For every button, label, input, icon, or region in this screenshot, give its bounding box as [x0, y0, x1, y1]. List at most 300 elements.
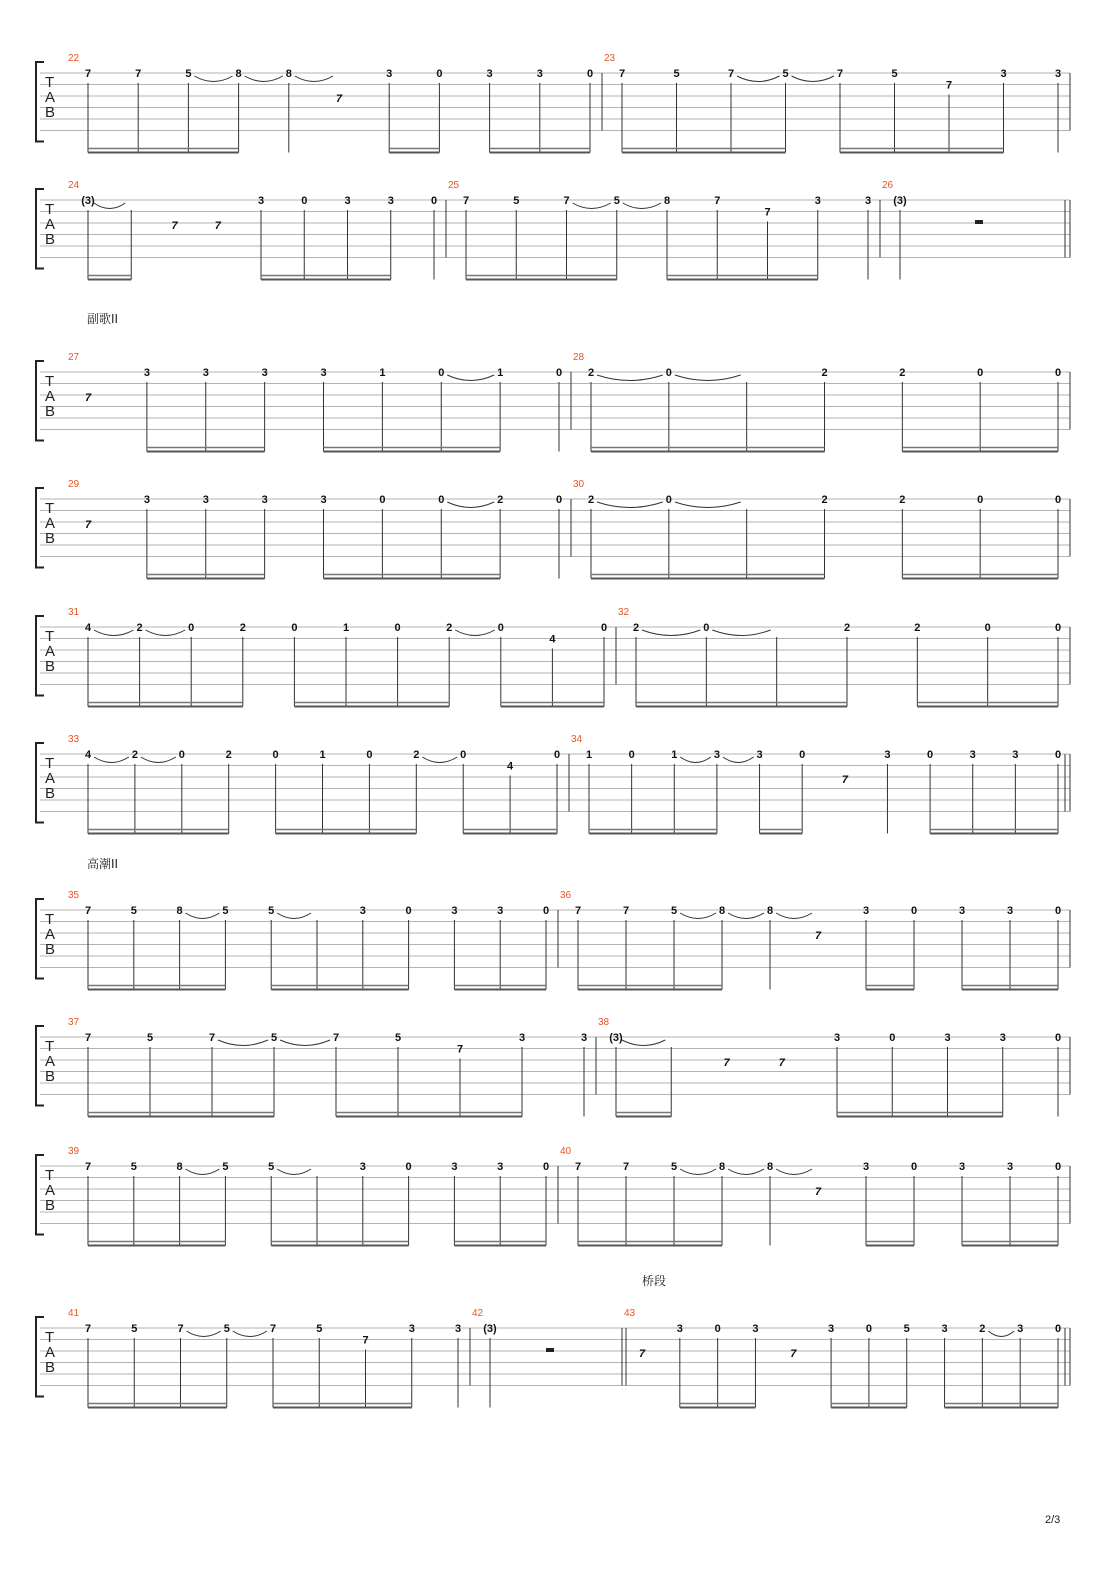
- fret-number: 3: [386, 68, 393, 80]
- tie-arc: [186, 1169, 220, 1175]
- measure-number: 39: [68, 1146, 80, 1157]
- fret-number: 1: [379, 367, 386, 379]
- measure: [68, 1308, 461, 1408]
- fret-number: 2: [131, 749, 138, 761]
- fret-number: 3: [676, 1323, 683, 1335]
- page-number: 2/3: [1045, 1514, 1061, 1526]
- measure-number: 22: [68, 53, 80, 64]
- fret-number: 3: [713, 749, 720, 761]
- fret-number: 0: [405, 1161, 412, 1173]
- fret-number: 0: [366, 749, 373, 761]
- tab-system: [36, 734, 1070, 834]
- fret-number: 3: [958, 1161, 966, 1173]
- fret-number: 7: [945, 79, 953, 92]
- sixteenth-rest: 7: [214, 220, 221, 232]
- system-bracket: [36, 189, 44, 269]
- fret-number: 0: [436, 68, 443, 80]
- fret-number: 3: [944, 1032, 951, 1044]
- half-rest: [975, 220, 983, 224]
- fret-number: 5: [782, 68, 789, 80]
- tie-arc: [277, 1169, 311, 1175]
- fret-number: 5: [903, 1323, 910, 1335]
- fret-number: 2: [899, 494, 906, 506]
- fret-number: 2: [821, 494, 828, 506]
- measure-number: 32: [618, 607, 630, 618]
- fret-number: 3: [969, 749, 976, 761]
- tie-arc: [146, 630, 186, 636]
- fret-number: 3: [1006, 905, 1014, 917]
- tie-arc: [597, 375, 663, 381]
- fret-number: 3: [814, 195, 821, 207]
- fret-number: 7: [332, 1032, 340, 1044]
- fret-number: 8: [176, 905, 183, 917]
- tie-arc: [642, 630, 700, 636]
- fret-number: 7: [84, 1032, 92, 1044]
- system-bracket: [36, 743, 44, 823]
- fret-number: 4: [84, 622, 92, 634]
- tab-clef-letter: B: [45, 231, 56, 248]
- fret-number: 7: [269, 1323, 277, 1335]
- fret-number: 0: [438, 367, 445, 379]
- fret-number: 2: [899, 367, 906, 379]
- tab-system: [36, 1017, 1070, 1117]
- tie-arc: [776, 913, 812, 919]
- section-label-bridge: 桥段: [642, 1274, 667, 1288]
- fret-number: 3: [1000, 68, 1007, 80]
- tab-clef-letter: T: [45, 500, 55, 517]
- fret-number: 2: [446, 622, 453, 634]
- fret-number: 0: [1054, 367, 1062, 379]
- fret-number: 5: [613, 195, 620, 207]
- fret-number: 2: [413, 749, 420, 761]
- tie-arc: [455, 630, 495, 636]
- eighth-rest: 7: [723, 1057, 730, 1069]
- tie-arc: [728, 913, 764, 919]
- measure-number: 40: [560, 1146, 572, 1157]
- measure-number: 37: [68, 1017, 80, 1028]
- tab-system: [36, 352, 1070, 452]
- measure-number: 34: [571, 734, 583, 745]
- tab-clef-letter: B: [45, 785, 56, 802]
- fret-number: 5: [268, 1161, 275, 1173]
- measure: [560, 1146, 1061, 1246]
- fret-number: 8: [285, 68, 292, 80]
- tie-arc: [623, 203, 661, 209]
- fret-number: (3): [483, 1323, 497, 1335]
- fret-number: 0: [1054, 749, 1062, 761]
- fret-number: 0: [703, 622, 710, 634]
- fret-number: 2: [239, 622, 246, 634]
- tab-clef-letter: B: [45, 941, 56, 958]
- measure: [571, 734, 1061, 834]
- measure: [560, 890, 1061, 990]
- fret-number: 0: [379, 494, 386, 506]
- measure-number: 23: [604, 53, 616, 64]
- tie-arc: [988, 1331, 1014, 1337]
- tab-system: [36, 607, 1070, 707]
- fret-number: 7: [84, 1161, 92, 1173]
- tie-arc: [218, 1040, 268, 1046]
- tie-arc: [94, 757, 129, 763]
- fret-number: (3): [893, 195, 907, 207]
- fret-number: 2: [632, 622, 640, 634]
- fret-number: 8: [235, 68, 242, 80]
- system-bracket: [36, 62, 44, 142]
- fret-number: 0: [555, 494, 563, 506]
- measure-number: 30: [573, 479, 585, 490]
- fret-number: 3: [1006, 1161, 1014, 1173]
- tie-arc: [187, 1331, 221, 1337]
- measure-number: 26: [882, 180, 894, 191]
- tie-arc: [447, 502, 494, 508]
- fret-number: 3: [359, 905, 366, 917]
- fret-number: 2: [821, 367, 828, 379]
- measure-number: 31: [68, 607, 80, 618]
- fret-number: 8: [766, 905, 774, 917]
- system-bracket: [36, 1317, 44, 1397]
- sixteenth-rest: 7: [815, 930, 822, 942]
- fret-number: 7: [714, 195, 721, 207]
- tab-clef-letter: A: [45, 770, 56, 787]
- fret-number: 3: [202, 494, 209, 506]
- fret-number: 0: [1054, 622, 1062, 634]
- eighth-rest: 7: [85, 519, 92, 531]
- fret-number: 0: [405, 905, 412, 917]
- sixteenth-rest: 7: [336, 93, 343, 105]
- tie-arc: [723, 757, 754, 763]
- eighth-rest: 7: [171, 220, 178, 232]
- fret-number: 2: [587, 494, 595, 506]
- tie-arc: [141, 757, 176, 763]
- fret-number: 7: [622, 905, 630, 917]
- fret-number: 4: [549, 633, 556, 646]
- fret-number: 3: [828, 1323, 835, 1335]
- fret-number: 4: [84, 749, 92, 761]
- fret-number: 7: [836, 68, 844, 80]
- fret-number: 7: [727, 68, 735, 80]
- tie-arc: [728, 1169, 764, 1175]
- fret-number: 5: [131, 1323, 138, 1335]
- tab-clef-letter: B: [45, 1197, 56, 1214]
- tab-clef-letter: A: [45, 1053, 56, 1070]
- fret-number: 5: [891, 68, 898, 80]
- fret-number: 7: [177, 1323, 184, 1335]
- fret-number: 3: [1012, 749, 1019, 761]
- fret-number: 8: [718, 905, 726, 917]
- tab-clef-letter: B: [45, 403, 56, 420]
- fret-number: 0: [628, 749, 635, 761]
- fret-number: 3: [862, 1161, 870, 1173]
- fret-number: 3: [864, 195, 872, 207]
- fret-number: 3: [202, 367, 209, 379]
- fret-number: 3: [752, 1323, 759, 1335]
- fret-number: 3: [1054, 68, 1062, 80]
- fret-number: 3: [359, 1161, 366, 1173]
- measure: [68, 890, 549, 990]
- fret-number: 5: [316, 1323, 323, 1335]
- fret-number: 0: [542, 1161, 550, 1173]
- fret-number: 2: [914, 622, 921, 634]
- fret-number: 7: [574, 905, 582, 917]
- tab-clef-letter: A: [45, 515, 56, 532]
- fret-number: 0: [272, 749, 279, 761]
- tie-arc: [680, 757, 711, 763]
- tie-arc: [675, 502, 741, 508]
- tab-clef-letter: B: [45, 1068, 56, 1085]
- fret-number: 0: [542, 905, 550, 917]
- measure-number: 29: [68, 479, 80, 490]
- fret-number: 3: [408, 1323, 415, 1335]
- tab-clef-letter: B: [45, 658, 56, 675]
- fret-number: 3: [257, 195, 265, 207]
- fret-number: 0: [910, 1161, 918, 1173]
- tab-clef-letter: B: [45, 1359, 56, 1376]
- sixteenth-rest: 7: [815, 1186, 822, 1198]
- tab-clef-letter: T: [45, 201, 55, 218]
- tab-clef-letter: T: [45, 628, 55, 645]
- fret-number: 2: [136, 622, 143, 634]
- fret-number: 5: [130, 905, 137, 917]
- fret-number: 2: [843, 622, 851, 634]
- fret-number: 5: [670, 905, 678, 917]
- tab-clef-letter: A: [45, 643, 56, 660]
- system-bracket: [36, 1026, 44, 1106]
- fret-number: (3): [81, 195, 95, 207]
- measure: [618, 607, 1061, 707]
- tab-system: [36, 890, 1070, 990]
- fret-number: 3: [958, 905, 966, 917]
- fret-number: 0: [1054, 1032, 1062, 1044]
- tab-clef-letter: A: [45, 89, 56, 106]
- fret-number: 7: [84, 905, 92, 917]
- measure: [68, 479, 562, 579]
- tie-arc: [233, 1331, 267, 1337]
- tie-arc: [675, 375, 741, 381]
- tie-arc: [447, 375, 494, 381]
- fret-number: 0: [553, 749, 561, 761]
- fret-number: 1: [671, 749, 678, 761]
- fret-number: 7: [622, 1161, 630, 1173]
- fret-number: 0: [1054, 1323, 1062, 1335]
- measure: [598, 1017, 1061, 1117]
- tie-arc: [573, 203, 611, 209]
- tie-arc: [792, 76, 835, 82]
- fret-number: 3: [143, 494, 150, 506]
- measure: [573, 479, 1061, 579]
- tab-clef-letter: T: [45, 373, 55, 390]
- fret-number: 0: [977, 494, 984, 506]
- tab-clef-letter: B: [45, 530, 56, 547]
- tab-clef-letter: T: [45, 74, 55, 91]
- fret-number: 2: [225, 749, 232, 761]
- fret-number: 3: [518, 1032, 526, 1044]
- fret-number: 8: [176, 1161, 183, 1173]
- tie-arc: [245, 76, 283, 82]
- fret-number: 0: [301, 195, 308, 207]
- fret-number: 5: [394, 1032, 402, 1044]
- half-rest: [546, 1348, 554, 1352]
- fret-number: 0: [394, 622, 401, 634]
- measure-number: 42: [472, 1308, 484, 1319]
- fret-number: 3: [320, 367, 327, 379]
- sixteenth-rest: 7: [778, 1057, 785, 1069]
- fret-number: 7: [618, 68, 626, 80]
- fret-number: 0: [1054, 905, 1062, 917]
- measure: [882, 180, 983, 280]
- fret-number: 0: [927, 749, 934, 761]
- tab-clef-letter: T: [45, 1038, 55, 1055]
- tie-arc: [712, 630, 770, 636]
- fret-number: 3: [999, 1032, 1006, 1044]
- tab-clef-letter: B: [45, 104, 56, 121]
- measure: [68, 180, 437, 280]
- section-label-climax-2: 高潮II: [87, 857, 119, 871]
- measure-number: 25: [448, 180, 460, 191]
- measure: [448, 180, 871, 280]
- fret-number: 1: [319, 749, 326, 761]
- fret-number: 3: [1017, 1323, 1024, 1335]
- tie-arc: [622, 1040, 665, 1046]
- fret-number: 3: [580, 1032, 588, 1044]
- fret-number: 5: [268, 905, 275, 917]
- measure-number: 38: [598, 1017, 610, 1028]
- fret-number: 0: [460, 749, 467, 761]
- fret-number: 0: [497, 622, 504, 634]
- tie-arc: [597, 502, 663, 508]
- measure: [68, 607, 607, 707]
- fret-number: 7: [462, 195, 470, 207]
- fret-number: 0: [799, 749, 806, 761]
- fret-number: 7: [574, 1161, 582, 1173]
- tab-systems: [36, 53, 1070, 1408]
- tab-clef-letter: A: [45, 388, 56, 405]
- tie-arc: [94, 203, 125, 209]
- tie-arc: [422, 757, 457, 763]
- tab-clef-letter: A: [45, 1182, 56, 1199]
- fret-number: 5: [146, 1032, 154, 1044]
- fret-number: 7: [135, 68, 142, 80]
- fret-number: 3: [261, 367, 268, 379]
- fret-number: 1: [342, 622, 350, 634]
- tie-arc: [737, 76, 780, 82]
- fret-number: 3: [497, 905, 504, 917]
- fret-number: 0: [910, 905, 918, 917]
- fret-number: 0: [984, 622, 991, 634]
- tab-clef-letter: T: [45, 1167, 55, 1184]
- fret-number: 0: [1054, 1161, 1062, 1173]
- fret-number: 2: [497, 494, 504, 506]
- fret-number: 7: [764, 206, 771, 219]
- fret-number: 2: [587, 367, 595, 379]
- tab-system: [36, 1308, 1070, 1408]
- fret-number: 5: [513, 195, 520, 207]
- fret-number: 8: [718, 1161, 726, 1173]
- fret-number: 0: [188, 622, 195, 634]
- fret-number: 3: [486, 68, 493, 80]
- tie-arc: [186, 913, 220, 919]
- measure: [624, 1308, 1061, 1408]
- tab-clef-letter: A: [45, 216, 56, 233]
- tie-arc: [680, 1169, 716, 1175]
- fret-number: 3: [862, 905, 870, 917]
- fret-number: 7: [362, 1334, 369, 1347]
- fret-number: 5: [222, 905, 229, 917]
- measure: [472, 1308, 554, 1408]
- fret-number: 0: [714, 1323, 721, 1335]
- measure: [68, 352, 562, 452]
- fret-number: 7: [208, 1032, 216, 1044]
- fret-number: 3: [536, 68, 543, 80]
- fret-number: 3: [497, 1161, 504, 1173]
- system-bracket: [36, 1155, 44, 1235]
- measure-number: 27: [68, 352, 80, 363]
- system-bracket: [36, 899, 44, 979]
- fret-number: 3: [451, 905, 458, 917]
- fret-number: 3: [833, 1032, 841, 1044]
- fret-number: 3: [884, 749, 891, 761]
- fret-number: 0: [889, 1032, 896, 1044]
- fret-number: 0: [438, 494, 445, 506]
- fret-number: 7: [563, 195, 570, 207]
- tab-clef-letter: A: [45, 926, 56, 943]
- measure: [68, 53, 593, 153]
- measure: [68, 734, 560, 834]
- fret-number: 3: [344, 195, 351, 207]
- fret-number: 5: [223, 1323, 230, 1335]
- fret-number: 3: [261, 494, 268, 506]
- fret-number: 0: [1054, 494, 1062, 506]
- fret-number: 0: [586, 68, 594, 80]
- fret-number: 1: [585, 749, 593, 761]
- tab-clef-letter: T: [45, 911, 55, 928]
- measure-number: 24: [68, 180, 80, 191]
- tab-system: [36, 1146, 1070, 1246]
- measure-number: 33: [68, 734, 80, 745]
- fret-number: 3: [756, 749, 763, 761]
- tab-system: [36, 53, 1070, 153]
- tab-clef-letter: T: [45, 755, 55, 772]
- measure: [573, 352, 1061, 452]
- tab-system: [36, 180, 1070, 280]
- fret-number: 5: [185, 68, 192, 80]
- tie-arc: [94, 630, 134, 636]
- section-label-chorus-2: 副歌II: [87, 312, 119, 326]
- fret-number: 5: [222, 1161, 229, 1173]
- fret-number: 3: [451, 1161, 458, 1173]
- measure-number: 43: [624, 1308, 636, 1319]
- fret-number: 0: [430, 195, 438, 207]
- tab-clef-letter: A: [45, 1344, 56, 1361]
- sixteenth-rest: 7: [790, 1348, 797, 1360]
- measure: [68, 1017, 587, 1117]
- eighth-rest: 7: [85, 392, 92, 404]
- fret-number: 0: [665, 367, 672, 379]
- fret-number: 5: [670, 1161, 678, 1173]
- system-bracket: [36, 616, 44, 696]
- tie-arc: [295, 76, 333, 82]
- tie-arc: [776, 1169, 812, 1175]
- measure: [68, 1146, 549, 1246]
- measure-number: 41: [68, 1308, 80, 1319]
- fret-number: 0: [555, 367, 563, 379]
- measure-number: 36: [560, 890, 572, 901]
- fret-number: 4: [507, 760, 514, 773]
- tie-arc: [680, 913, 716, 919]
- sixteenth-rest: 7: [841, 774, 848, 786]
- fret-number: 0: [865, 1323, 872, 1335]
- fret-number: 5: [673, 68, 680, 80]
- fret-number: 3: [387, 195, 394, 207]
